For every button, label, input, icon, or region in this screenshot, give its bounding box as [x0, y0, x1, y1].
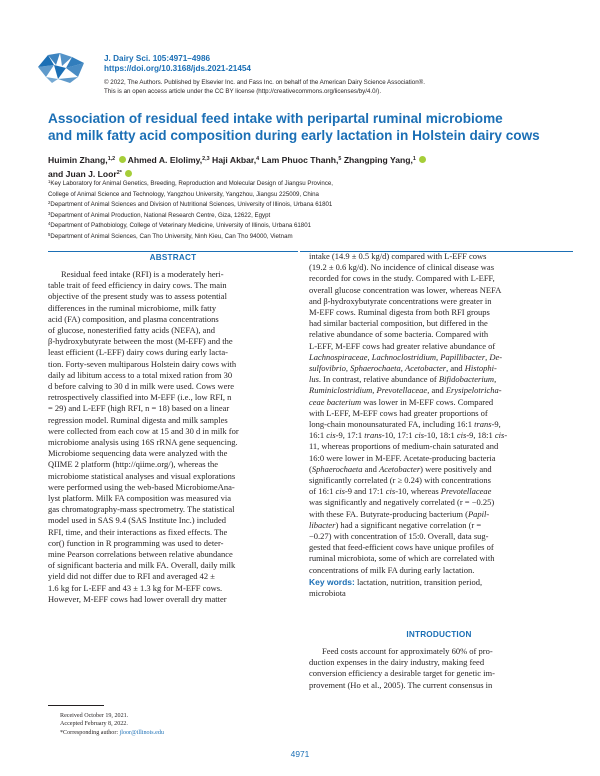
abstract-heading: ABSTRACT — [149, 253, 197, 262]
abstract-line: overall glucose concentration was lower, whereas NEFA — [309, 284, 502, 295]
abstract-line: significantly correlated (r ≥ 0.24) with concentrations — [309, 475, 491, 486]
abstract-line: gas chromatography-mass spectrometry. The statistical — [48, 504, 235, 515]
abstract-paragraph-left — [48, 269, 300, 605]
affiliation-item: $^2$Department of Animal Sciences and Division of Nutritional Sciences, University of Illinois, Urbana 61801 — [48, 200, 333, 209]
abstract-line: long-chain monounsaturated FA, including 16:1 trans-9, — [309, 419, 501, 430]
affiliation-item: $^5$Department of Animal Sciences, Can Tho University, Ninh Kieu, Can Tho 94000, Vietnam — [48, 231, 293, 240]
affiliation-item: $^3$Department of Animal Production, National Research Centre, Giza, 12622, Egypt — [48, 210, 271, 219]
author-name: and Juan J. Loor — [48, 168, 117, 179]
license-line: This is an open access article under the CC BY license (http://creativecommons.org/licenses/by/4.0/). — [104, 88, 382, 96]
keywords — [309, 577, 573, 599]
journal-reference: J. Dairy Sci. 105:4971–4986 — [104, 54, 211, 63]
journal-logo — [34, 49, 90, 85]
orcid-icon[interactable] — [119, 156, 126, 163]
abstract-line: microbiome analysis using 16S rRNA gene sequencing. — [48, 437, 238, 448]
abstract-line: objective of the present study was to assess potential — [48, 291, 227, 302]
abstract-line: M-EFF cows. Ruminal digesta from both RFI groups — [309, 307, 490, 318]
author-affiliation-mark: 2* — [116, 169, 122, 176]
footnotes — [60, 712, 280, 737]
abstract-line: least efficient (L-EFF) dairy cows during early lacta- — [48, 347, 228, 358]
abstract-line: intake (14.9 ± 0.5 kg/d) compared with L-EFF cows — [309, 251, 487, 261]
abstract-divider — [48, 251, 298, 252]
abstract-line: of significant bacteria and milk FA. Overall, daily milk — [48, 560, 236, 571]
abstract-line: table trait of feed efficiency in dairy cows. The main — [48, 280, 227, 291]
abstract-paragraph-right — [309, 251, 573, 576]
introduction-heading: INTRODUCTION — [406, 630, 472, 639]
abstract-line: and β-hydroxybutyrate concentrations were greater in — [309, 295, 492, 306]
author-name: Ahmed A. Elolimy, — [127, 155, 203, 165]
abstract-line: retrospectively classified into M-EFF (i.e., low RFI, n — [48, 392, 232, 403]
introduction-line: Feed costs account for approximately 60% of pro- — [322, 646, 493, 656]
abstract-line: Ruminiclostridium, Prevotellaceae, and Erysipelotricha- — [309, 385, 502, 396]
affiliation-item: $^1$Key Laboratory for Animal Genetics, Breeding, Reproduction and Molecular Design of Jiangsu Province, — [48, 179, 334, 187]
abstract-line: relative abundance of some bacteria. Compared with — [309, 329, 489, 340]
abstract-line: 16:0 were lower in M-EFF. Acetate-producing bacteria — [309, 452, 496, 463]
abstract-line: (19.2 ± 0.6 kg/d). No incidence of clinical disease was — [309, 262, 494, 273]
abstract-line: concentrations of milk FA during early lactation. — [309, 564, 475, 575]
abstract-line: ceae bacterium was lower in M-EFF cows. Compared — [309, 396, 494, 407]
introduction-paragraph — [309, 646, 573, 691]
abstract-line: Lachnospiraceae, Lachnoclostridium, Papillibacter, De- — [309, 351, 503, 362]
abstract-line: d before calving to 30 d in milk were used. Cows were — [48, 381, 235, 392]
affiliation-item: College of Animal Science and Technology, Yangzhou University, Yangzhou, Jiangsu 225009, China — [48, 190, 319, 198]
received-date: Received October 19, 2021. — [60, 713, 129, 719]
abstract-line: ruminal microbiota, some of which are correlated with — [309, 553, 495, 564]
keywords-label: Key words: — [309, 576, 355, 587]
abstract-line: tion. Forty-seven multiparous Holstein dairy cows with — [48, 358, 237, 369]
page-number: 4971 — [290, 749, 310, 759]
abstract-line: lyst platform. Milk FA composition was measured via — [48, 493, 232, 504]
title-line-2: and milk fatty acid composition during early lactation in Holstein dairy cows — [48, 127, 540, 143]
corresponding-author — [60, 729, 280, 737]
abstract-line: QIIME 2 platform (http://qiime.org/), whereas the — [48, 459, 219, 470]
abstract-line: yield did not differ due to RFI and averaged 42 ± — [48, 571, 215, 582]
abstract-line: regression model. Ruminal digesta and milk samples — [48, 414, 228, 425]
author-affiliation-mark: 1 — [412, 156, 416, 162]
author-name: Haji Akbar, — [212, 155, 257, 165]
abstract-line: gested that feed-efficient cows have unique profiles of — [309, 542, 494, 553]
accepted-date: Accepted February 8, 2022. — [60, 721, 128, 728]
corresponding-email[interactable]: jloor@illinois.edu — [119, 729, 164, 736]
corresponding-label: *Corresponding author: — [60, 729, 120, 736]
abstract-line: Microbiome sequencing data were analyzed with the — [48, 448, 228, 459]
abstract-line: 16:1 cis-9, 17:1 trans-10, 17:1 cis-10, 18:1 cis-9, 18:1 cis- — [309, 430, 508, 441]
abstract-left-column — [48, 269, 300, 605]
footnote-rule — [48, 705, 104, 706]
abstract-line: L-EFF, M-EFF cows had greater relative abundance of — [309, 340, 496, 351]
title-line-1: Association of residual feed intake with peripartal ruminal microbiome — [48, 111, 503, 126]
abstract-line: 1.6 kg for L-EFF and 43 ± 1.3 kg for M-EFF cows. — [48, 582, 223, 593]
author-affiliation-mark: 2,3 — [202, 156, 210, 162]
abstract-line: libacter) had a significant negative correlation (r = — [309, 519, 482, 530]
author-name: Huimin Zhang, — [48, 155, 108, 165]
abstract-line: had similar bacterial composition, but differed in the — [309, 318, 488, 329]
abstract-line: mine Pearson correlations between relative abundance — [48, 549, 233, 560]
abstract-line: sulfovibrio, Sphaerochaeta, Acetobacter, and Histophi- — [309, 363, 497, 374]
abstract-line: (Sphaerochaeta and Acetobacter) were positively and — [309, 463, 492, 474]
abstract-line: = 29) and L-EFF (high RFI, n = 18) based on a linear — [48, 403, 230, 414]
orcid-icon[interactable] — [419, 156, 426, 163]
author-name: Zhangping Yang, — [343, 155, 413, 165]
abstract-line: RFI, time, and their interactions as fixed effects. The — [48, 526, 228, 537]
abstract-line: differences in the ruminal microbiome, milk fatty — [48, 302, 217, 313]
abstract-line: recorded for cows in the study. Compared with L-EFF, — [309, 273, 495, 284]
introduction-text — [309, 646, 573, 691]
abstract-line: Residual feed intake (RFI) is a moderately heri- — [61, 269, 224, 279]
affiliation-item: $^4$Department of Pathobiology, College of Veterinary Medicine, University of Illinois, Urbana 61801 — [48, 221, 312, 230]
abstract-line: were collected from each cow at 15 and 30 d in milk for — [48, 425, 239, 436]
keywords-text: lactation, nutrition, transition period, — [354, 576, 483, 587]
abstract-line: of 16:1 cis-9 and 17:1 cis-10, whereas Prevotellaceae — [309, 486, 492, 497]
abstract-line: acid (FA) composition, and plasma concentrations — [48, 313, 219, 324]
abstract-right-column — [309, 251, 573, 599]
author-affiliation-mark: 1,2 — [107, 156, 116, 162]
doi-link[interactable]: https://doi.org/10.3168/jds.2021-21454 — [104, 64, 251, 74]
journal-header — [104, 54, 574, 97]
abstract-line: However, M-EFF cows had lower overall dry matter — [48, 593, 227, 604]
abstract-line: of glucose, nonesterified fatty acids (NEFA), and — [48, 325, 215, 336]
affiliation-list — [48, 178, 568, 241]
orcid-icon[interactable] — [125, 170, 132, 177]
abstract-line: lus. In contrast, relative abundance of Bifidobacterium, — [309, 374, 497, 385]
abstract-line: with these FA. Butyrate-producing bacterium (Papil- — [309, 508, 490, 519]
abstract-line: cor() function in R programming was used to deter- — [48, 537, 224, 548]
author-affiliation-mark: 4 — [256, 156, 260, 162]
keywords-text-line-2: microbiota — [309, 588, 346, 599]
introduction-line: conversion efficiency a desirable target for genetic im- — [309, 668, 495, 679]
abstract-line: −0.27) with concentration of 15:0. Overall, data sug- — [309, 531, 489, 542]
abstract-line: were performed using the web-based MicrobiomeAna- — [48, 481, 235, 492]
abstract-line: model used in SAS 9.4 (SAS Institute Inc.) included — [48, 515, 227, 526]
author-list — [48, 153, 568, 180]
author-name: Lam Phuoc Thanh, — [261, 155, 339, 165]
author-affiliation-mark: 5 — [338, 156, 342, 162]
abstract-line: β-hydroxybutyrate between the most (M-EFF) and the — [48, 336, 233, 347]
copyright-line: © 2022, The Authors. Published by Elsevier Inc. and Fass Inc. on behalf of the American Dairy Science Association®. — [104, 78, 425, 86]
abstract-line: with L-EFF, M-EFF cows had greater proportions of — [309, 407, 488, 418]
abstract-line: daily ad libitum access to a total mixed ration from 30 — [48, 369, 233, 380]
introduction-line: provement (Ho et al., 2005). The current consensus in — [309, 679, 493, 690]
abstract-line: was significantly and negatively correlated (r = −0.25) — [309, 497, 495, 508]
introduction-line: duction expenses in the dairy industry, making feed — [309, 657, 485, 668]
abstract-line: microbiome statistical analyses and visual explorations — [48, 470, 236, 481]
abstract-line: 11, whereas proportions of medium-chain saturated and — [309, 441, 499, 452]
article-title — [48, 111, 568, 145]
